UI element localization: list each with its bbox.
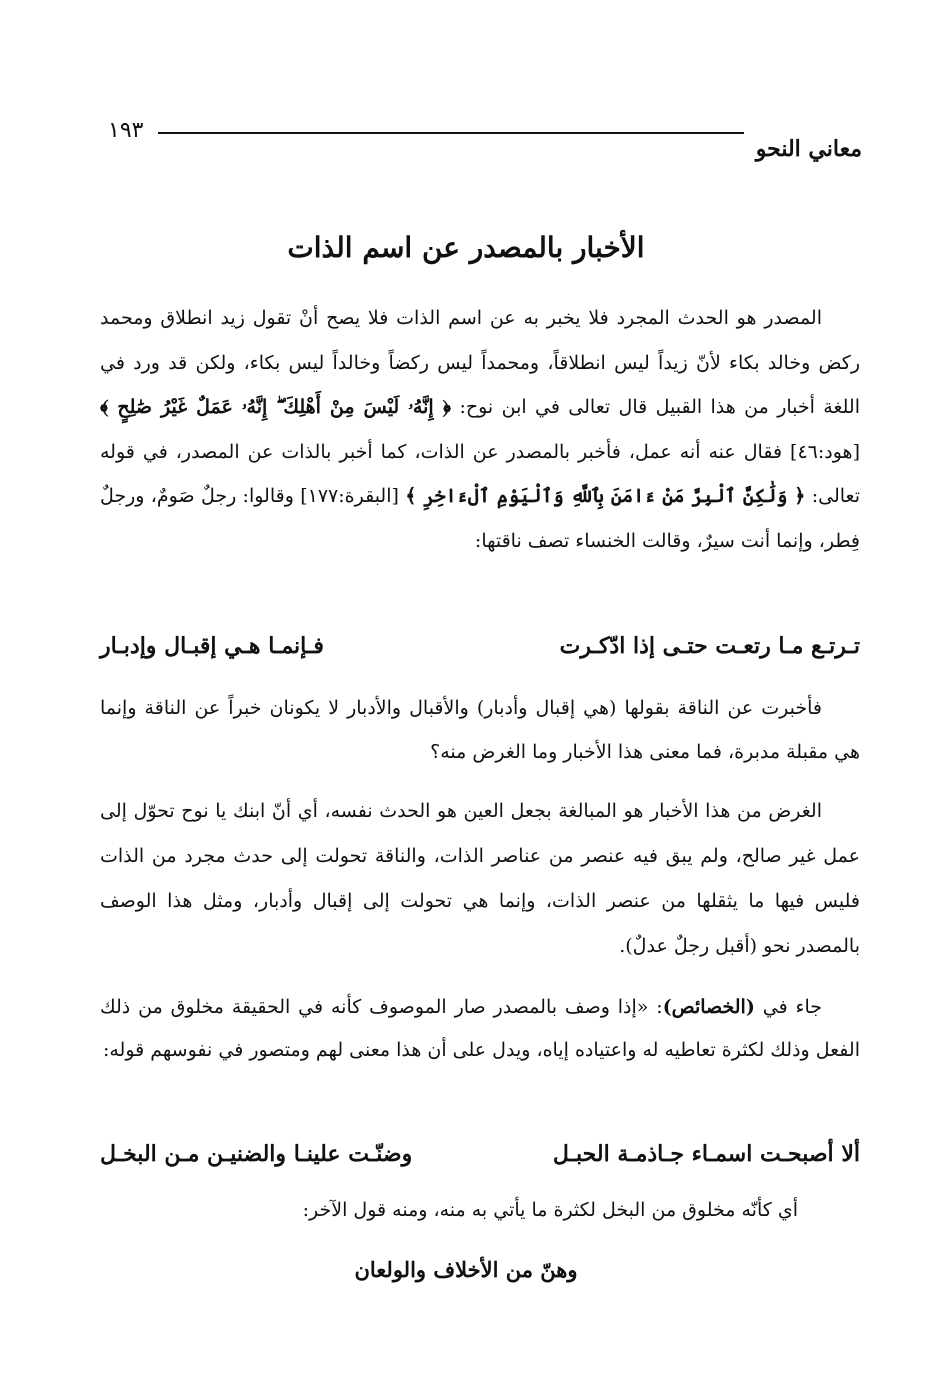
header-rule	[158, 132, 744, 134]
quran-reference-baqara: [البقرة:١٧٧]	[300, 485, 399, 507]
paragraph-1-middle: فقال عنه أنه عمل، فأخبر بالمصدر عن الذات، كما أخبر بالذات عن المصدر، في قوله تعالى:	[100, 440, 860, 507]
poem-verse-3: وهنّ من الأخلاف والولعان	[354, 1257, 578, 1282]
paragraph-5	[80, 1192, 836, 1228]
paragraph-3	[100, 789, 860, 969]
paragraph-4-quote: : «إذا وصف بالمصدر صار الموصوف كأنه في الحقيقة مخلوق من ذلك الفعل وذلك لكثرة تعاطيه له واعتياده إياه، ويدل على أن هذا معنى لهم ومتصور في نفوسهم قوله:	[100, 996, 860, 1061]
book-title: معاني النحو	[755, 136, 862, 162]
paragraph-4	[100, 986, 860, 1072]
poem-verse-2	[100, 1132, 860, 1176]
cited-source-khasais: (الخصائص)	[662, 996, 755, 1018]
page-number: ١٩٣	[108, 118, 144, 143]
running-head	[108, 118, 862, 162]
paragraph-4-lead: جاء في	[762, 996, 823, 1018]
verse-1-second-hemistich: فـإنمـا هـي إقبـال وإدبـار	[100, 633, 324, 659]
quran-verse-hud: ﴿ إِنَّهُۥ لَيْسَ مِنْ أَهْلِكَ ۖ إِنَّهُۥ عَمَلٌ غَيْرُ صَٰلِحٍ ﴾	[100, 396, 452, 418]
paragraph-1	[100, 296, 860, 563]
quran-reference-hud: [هود:٤٦]	[790, 440, 860, 463]
paragraph-1-end: وقالوا: رجلٌ صَومٌ، ورجلٌ فِطر، وإنما أنت سيرٌ، وقالت الخنساء تصف ناقتها:	[100, 485, 860, 552]
paragraph-3-text: الغرض من هذا الأخبار هو المبالغة بجعل العين هو الحدث نفسه، أي أنّ ابنك يا نوح تحوّل إلى عمل غير صالح، ولم يبق فيه عنصر من عناصر الذات، والناقة تحولت إلى حدث مجرد من الذات فليس فيها ما يثقلها من عنصر الذات، وإنما هي تحولت إلى إقبال وأدبار، ومثل هذا الوصف بالمصدر نحو (أقبل رجلٌ عدلٌ).	[100, 800, 860, 957]
verse-1-first-hemistich: تـرتـع مـا رتعـت حتـى إذا ادّكـرت	[559, 633, 860, 659]
paragraph-2	[100, 686, 860, 774]
paragraph-1-intro: المصدر هو الحدث المجرد فلا يخبر به عن اسم الذات فلا يصح أنْ تقول زيد انطلاق ومحمد ركض وخالد بكاء لأنّ زيداً ليس انطلاقاً، ومحمداً ليس ركضاً وخالداً ليس بكاء، ولكن قد ورد في اللغة أخبار من هذا القبيل قال تعالى في ابن نوح:	[100, 307, 861, 418]
verse-2-first-hemistich: ألا أصبحـت اسمـاء جـاذمـة الحبـل	[552, 1141, 860, 1167]
verse-2-second-hemistich: وضنّـت علينـا والضنيـن مـن البخـل	[100, 1141, 413, 1167]
quran-verse-baqara: ﴿ وَلَٰكِنَّ ٱلْبِرَّ مَنْ ءَامَنَ بِٱللَّهِ وَٱلْيَوْمِ ٱلْءَاخِرِ ﴾	[405, 485, 806, 507]
section-title: الأخبار بالمصدر عن اسم الذات	[287, 231, 645, 264]
paragraph-5-text: أي كأنّه مخلوق من البخل لكثرة ما يأتي به منه، ومنه قول الآخر:	[302, 1199, 798, 1221]
paragraph-2-text: فأخبرت عن الناقة بقولها (هي إقبال وأدبار) والأقبال والأدبار لا يكونان خبراً عن الناقة وإنما هي مقبلة مدبرة، فما معنى هذا الأخبار وما الغرض منه؟	[100, 697, 860, 763]
poem-verse-1	[100, 624, 860, 668]
